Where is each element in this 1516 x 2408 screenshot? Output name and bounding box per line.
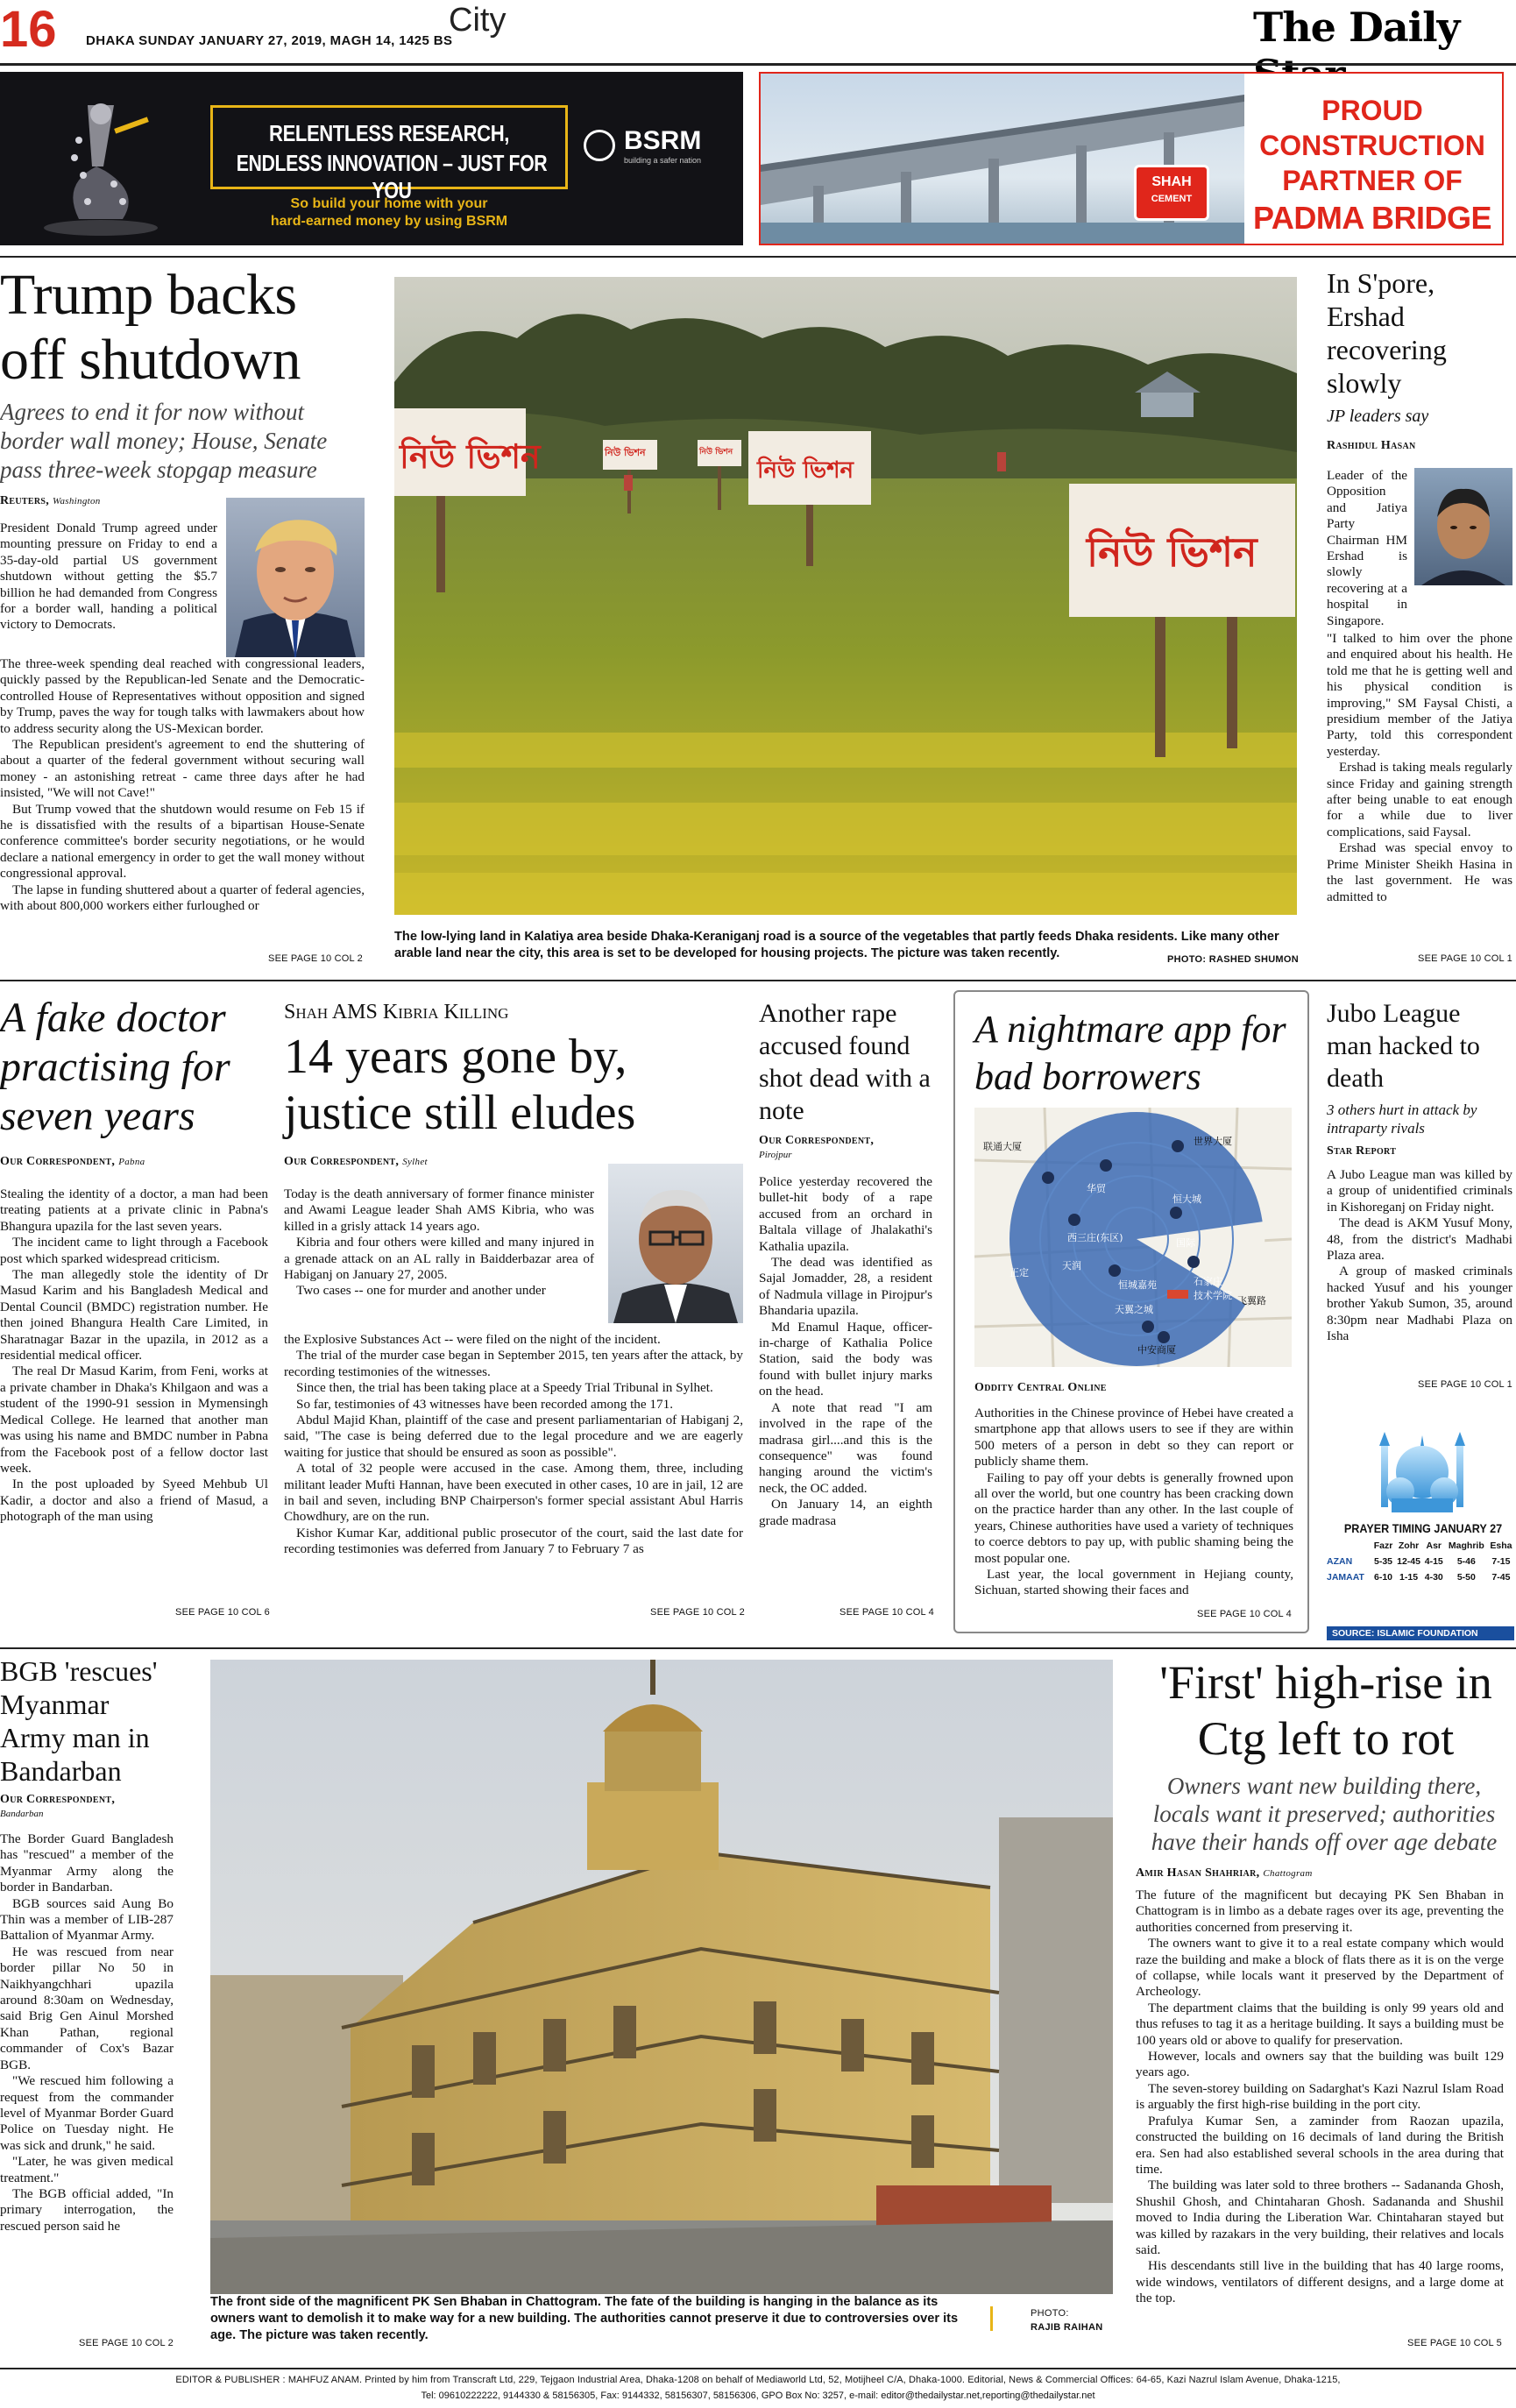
map-label: 正定 (1009, 1267, 1029, 1278)
shah-line4: PADMA BRIDGE (1253, 200, 1491, 236)
bsrm-headline-box (210, 105, 568, 203)
trump-byline (0, 494, 193, 508)
rape-para: A note that read "I am involved in the rape of the madrasa girl....and this is the consequence" was found hanging around the victim's neck, the OC added. (759, 1399, 932, 1496)
rape-para: Police yesterday recovered the bullet-hit body of a rape accused from an orchard in Baltala village of Jhalakathi's Kathalia upazila. (759, 1174, 932, 1254)
prayer-cell: 1-15 (1399, 1572, 1419, 1583)
trump-story (0, 263, 368, 973)
bgb-para: "Later, he was given medical treatment." (0, 2154, 174, 2185)
highrise-para: Prafulya Kumar Sen, a zaminder from Raozan upazila, constructed the building on 16 decimals of land during the British era. Sen had also established several schools in the area during that time. (1136, 2113, 1504, 2177)
bottom-photo-credit-label: PHOTO: (1031, 2308, 1069, 2319)
map-label: 天润 (1062, 1260, 1081, 1271)
prayer-cell: Maghrib (1448, 1540, 1484, 1551)
kibria-para: Kibria and four others were killed and many injured in a grenade attack on an AL rally in Baidderbazar area of Habiganj on January 27, 2005. (284, 1235, 594, 1283)
map-label: 飞翼路 (1237, 1295, 1266, 1307)
highrise-para: The seven-storey building on Sadarghat's Kazi Nazrul Islam Road is arguably the first high-rise building in the port city. (1136, 2080, 1504, 2113)
imprint-line2: Tel: 09610222222, 9144330 & 58156305, Fax: 9144332, 58156307, 58156306, GPO Box No: 3257, e-mail: editor@thedailystar.net,reporting@thedailystar.net (421, 2390, 1095, 2401)
top-photo-caption: The low-lying land in Kalatiya area beside Dhaka-Keraniganj road is a source of the vegetables that partly feeds Dhaka residents. Like many other arable land near the city, this area is set to be developed for housing projects. The picture was taken recently. (394, 930, 1279, 960)
mosque-icon (1374, 1420, 1470, 1516)
field-photo (394, 277, 1297, 915)
prayer-cell: 6-10 (1373, 1572, 1392, 1583)
bottom-photo-credit-name: RAJIB RAIHAN (1031, 2322, 1103, 2333)
prayer-cell: 5-46 (1456, 1556, 1476, 1567)
prayer-cell: 5-35 (1373, 1556, 1392, 1567)
highrise-deck: Owners want new building there, locals want it preserved; authorities have their hands off over age debate (1151, 1773, 1498, 1855)
highrise-para: The owners want to give it to a real estate company which would raze the building and make a block of flats there as it is on the verge of collapse, while locals want it preserved by the Department of Archeology. (1136, 1936, 1504, 2000)
debtor-map (974, 1108, 1292, 1367)
jubo-headline[interactable]: Jubo League man hacked to death (1327, 999, 1480, 1093)
bsrm-subline1: So build your home with your (290, 196, 488, 211)
kibria-byline-name: Our Correspondent, (284, 1155, 400, 1168)
ershad-para: "I talked to him over the phone and enquired about his health. He told me that he is getting well and his physical condition is improving," SM Faysal Chisti, a presidium member of the Jatiya Party, told this correspondent yesterday. (1327, 631, 1512, 759)
shah-cement-logo (1134, 165, 1209, 221)
shah-cement-ad[interactable] (759, 72, 1504, 245)
bgb-headline[interactable]: BGB 'rescues' Myanmar Army man in Bandarban (0, 1655, 158, 1787)
ershad-para: Ershad was special envoy to Prime Minister Sheikh Hasina in the last government. He was admitted to (1327, 840, 1512, 904)
app-body (974, 1406, 1293, 1599)
doctor-story (0, 994, 270, 1633)
trump-para: The lapse in funding shuttered about a quarter of federal agencies, with about 800,000 workers either furloughed or (0, 882, 365, 914)
bgb-para: "We rescued him following a request from the commander level of Myanmar Border Guard Police on Tuesday night. He was sick and drunk," he said. (0, 2073, 174, 2153)
bgb-para: BGB sources said Aung Bo Thin was a member of LIB-287 Battalion of Myanmar Army. (0, 1895, 174, 1944)
prayer-cell: 4-30 (1424, 1572, 1443, 1583)
doctor-para: The man allegedly stole the identity of Dr Masud Karim and his Bangladesh Medical and Dental Council (BMDC) registration number. He then joined Bhangura Health Care Limited, in Sharatnagar Bazar in the upazila, in 2012 as a residential medical officer. (0, 1267, 268, 1363)
ershad-byline: Rashidul Hasan (1327, 439, 1416, 452)
prayer-row (1327, 1567, 1514, 1583)
trump-para: The three-week spending deal reached with congressional leaders, quickly passed by the Republican-led Senate and the Democratic-controlled House of Representatives without opposition and signed by Trump, paves the way for tough talks with lawmakers about how to address security along the US-Mexican border. (0, 656, 365, 736)
jubo-story (1327, 994, 1516, 1400)
ershad-body (1327, 631, 1512, 905)
kibria-dateline: Sylhet (402, 1157, 428, 1167)
highrise-headline[interactable]: 'First' high-rise in Ctg left to rot (1159, 1656, 1492, 1765)
bsrm-ad[interactable] (0, 72, 743, 245)
doctor-headline[interactable]: A fake doctor practising for seven years (0, 995, 230, 1139)
bgb-para: He was rescued from near border pillar No 50 in Naikhyangchhari upazila around 8:30am on Wednesday, said Brig Gen Ainul Morshed Khan Pathan, regional commander of Cox's Bazar BGB. (0, 1944, 174, 2072)
jubo-para: A Jubo League man was killed by a group of unidentified criminals in Kishoreganj on Friday night. (1327, 1167, 1512, 1215)
bgb-para: The Border Guard Bangladesh has "rescued" a member of the Myanmar Army along the border in Bandarban. (0, 1831, 174, 1895)
trump-photo (226, 498, 365, 657)
map-label: 技术学院 (1194, 1290, 1232, 1301)
ershad-story (1327, 263, 1516, 973)
ershad-deck: JP leaders say (1327, 407, 1429, 426)
bgb-body (0, 1831, 174, 2234)
prayer-cell: 12-45 (1397, 1556, 1420, 1567)
masthead-dateline: DHAKA SUNDAY JANUARY 27, 2019, MAGH 14, 1425 BS (86, 33, 453, 48)
app-story-box (953, 990, 1309, 1633)
prayer-cell: 5-50 (1456, 1572, 1476, 1583)
map-label: 华贸 (1087, 1183, 1106, 1194)
kibria-story (284, 994, 745, 1633)
highrise-para: The department claims that the building is only 99 years old and thus refuses to tag it as a heritage building. It says a building must be 100 years old or above to qualify for preservation. (1136, 2000, 1504, 2048)
prayer-source: SOURCE: ISLAMIC FOUNDATION (1327, 1626, 1514, 1640)
app-para: Failing to pay off your debts is generally frowned upon all over the world, but one country has been cracking down on the practice harder than any other. In the last couple of years, Chinese authorities have used a variety of techniques to coerce debtors to pay up, with public shaming being the most popular one. (974, 1470, 1293, 1566)
trump-byline-name: Reuters, (0, 494, 50, 507)
kibria-photo (608, 1164, 743, 1323)
doctor-para: The real Dr Masud Karim, from Feni, works at a private chamber in Dhaka's Khilgaon and was a student of the 1990-91 session in Mymensingh Medical College. He learned that another man was using his name and BMDC number in Pabna from the Facebook post of a fellow doctor last week. (0, 1363, 268, 1476)
rape-para: The dead was identified as Sajal Jomadder, 28, a resident of Nadmula village in Pirojpur's Bhandaria upazila. (759, 1255, 932, 1319)
map-label: 国际 (1176, 1237, 1195, 1249)
masthead-rule (0, 63, 1516, 66)
doctor-para: In the post uploaded by Syeed Mehbub Ul Kadir, a doctor and also a friend of Masud, a photograph of the man using (0, 1477, 268, 1525)
bsrm-logo (584, 126, 733, 170)
ershad-photo (1414, 468, 1512, 585)
prayer-cell: 4-15 (1424, 1556, 1443, 1567)
ads-bottom-rule (0, 256, 1516, 258)
doctor-see-page[interactable]: SEE PAGE 10 COL 6 (175, 1607, 270, 1618)
highrise-para: The building was later sold to three brothers -- Sadananda Ghosh, Shushil Ghosh, and Chintaharan Ghosh. Sadananda and Shushil moved to India during the Liberation War. Chintaharan stayed but was killed by razakars in the very building, their relatives and locals said. (1136, 2178, 1504, 2257)
microscope-graphic (35, 88, 166, 237)
rape-byline: Our Correspondent, (759, 1134, 875, 1147)
map-label: 中安商厦 (1137, 1344, 1176, 1356)
prayer-header-row (1327, 1540, 1514, 1551)
jubo-body (1327, 1167, 1512, 1344)
map-label: 世界大厦 (1194, 1136, 1232, 1147)
jubo-deck: 3 others hurt in attack by intraparty rivals (1327, 1101, 1477, 1137)
prayer-title: PRAYER TIMING JANUARY 27 (1343, 1521, 1503, 1535)
prayer-cell: Esha (1490, 1540, 1512, 1551)
shah-line3: PARTNER OF (1282, 165, 1463, 196)
jubo-byline: Star Report (1327, 1144, 1397, 1158)
bsrm-headline-line1: RELENTLESS RESEARCH, (269, 120, 509, 146)
doctor-body (0, 1186, 268, 1526)
prayer-cell: 7-15 (1491, 1556, 1511, 1567)
map-label: 西三庄(东区) (1067, 1232, 1123, 1243)
prayer-cell: Asr (1426, 1540, 1442, 1551)
bgb-dateline: Bandarban (0, 1809, 44, 1819)
kibria-para: Today is the death anniversary of former finance minister and Awami League leader Shah AMS Kibria, who was killed in a grisly attack 14 years ago. (284, 1186, 594, 1234)
section-title: City (449, 2, 507, 39)
rape-headline[interactable]: Another rape accused found shot dead with a note (759, 999, 931, 1125)
highrise-para: His descendants still live in the building that has 40 large rooms, wide windows, ventilators of different designs, and a large dome at the top. (1136, 2258, 1504, 2306)
doctor-byline-name: Our Correspondent, (0, 1155, 116, 1168)
paper-name: The Daily (1253, 4, 1460, 51)
app-headline[interactable]: A nightmare app for bad borrowers (974, 1008, 1286, 1098)
highrise-para: The future of the magnificent but decaying PK Sen Bhaban in Chattogram is in limbo as a debate rages over its age, preventing the authorities concerned from preserving it. (1136, 1887, 1504, 1935)
kibria-kicker: Shah AMS Kibria Killing (284, 1001, 509, 1023)
highrise-byline (1136, 1866, 1313, 1880)
rape-para: Md Enamul Haque, officer-in-charge of Kathalia Police Station, said the body was found with bullet injury marks on the head. (759, 1319, 932, 1399)
app-para: Last year, the local government in Hejiang county, Sichuan, started showing their faces and (974, 1567, 1293, 1598)
top-photo-credit: PHOTO: RASHED SHUMON (1166, 954, 1299, 965)
kibria-see-page[interactable]: SEE PAGE 10 COL 2 (650, 1607, 745, 1618)
shah-logo-top: SHAH (1151, 174, 1192, 189)
bsrm-tagline: building a safer nation (624, 156, 702, 165)
ershad-see-page[interactable]: SEE PAGE 10 COL 1 (1418, 953, 1512, 964)
prayer-cell: Zohr (1398, 1540, 1420, 1551)
trump-para: But Trump vowed that the shutdown would resume on Feb 15 if he is dissatisfied with the results of a bipartisan House-Senate conference committee's border security negotiations, or he would declare a national emergency in order to get the wall money without congressional approval. (0, 801, 365, 882)
prayer-row (1327, 1551, 1514, 1567)
kibria-headline[interactable]: 14 years gone by, justice still eludes (284, 1030, 636, 1140)
trump-para: The Republican president's agreement to end the shuttering of about a quarter of the federal government without securing wall money - an astonishing retreat - came three days after he had insisted, "We will not Cave!" (0, 737, 365, 801)
app-see-page[interactable]: SEE PAGE 10 COL 4 (1197, 1609, 1292, 1619)
kibria-para: Since then, the trial has been taking place at a Speedy Trial Tribunal in Sylhet. (296, 1380, 713, 1396)
bsrm-brand: BSRM (624, 126, 702, 155)
ershad-para: Ershad is taking meals regularly since Friday and gaining strength after being unable to eat enough for a while due to liver complications, said Faysal. (1327, 760, 1512, 839)
kibria-para: The trial of the murder case began in September 2015, ten years after the attack, by recording testimonies of the witnesses. (284, 1348, 743, 1379)
masthead (0, 0, 1516, 67)
map-label: 恒城嘉苑 (1118, 1279, 1157, 1291)
prayer-cell: 7-45 (1491, 1572, 1511, 1583)
trump-dateline: Washington (53, 496, 101, 506)
kibria-para: So far, testimonies of 43 witnesses have been recorded among the 171. (296, 1396, 674, 1412)
trump-body-narrow (0, 521, 217, 634)
prayer-cell (1327, 1540, 1372, 1551)
rape-body (759, 1174, 932, 1529)
doctor-byline (0, 1155, 145, 1169)
rape-see-page[interactable]: SEE PAGE 10 COL 4 (839, 1607, 934, 1618)
highrise-para: However, locals and owners say that the building was built 129 years ago. (1136, 2049, 1504, 2080)
map-label: 石家庄 (1194, 1276, 1222, 1287)
highrise-body (1136, 1887, 1504, 2307)
page-number: 16 (0, 1, 57, 58)
bgb-para: The BGB official added, "In primary interrogation, the rescued person said he (0, 2185, 174, 2234)
kibria-body (284, 1332, 743, 1558)
bottom-photo-credit-mark (990, 2306, 993, 2331)
kibria-para: Kishor Kumar Kar, additional public prosecutor of the court, said the last date for recording testimonies was deferred from January 7 to February 7 as (284, 1525, 743, 1557)
sign-text-1: নিউ ভিশন (400, 437, 541, 476)
ershad-para: Leader of the Opposition and Jatiya Party Chairman HM Ershad is slowly recovering at a hospital in Singapore. (1327, 468, 1407, 628)
bottom-photo-caption: The front side of the magnificent PK Sen Bhaban in Chattogram. The fate of the building is hanging in the balance as its owners want to demolish it to make way for a new building. The authorities cannot preserve it due to controversies over its age. The picture was taken recently. (210, 2295, 959, 2342)
prayer-cell: AZAN (1327, 1556, 1353, 1567)
trump-see-page[interactable]: SEE PAGE 10 COL 2 (268, 953, 363, 964)
sign-text-3: নিউ ভিশন (699, 448, 733, 457)
highrise-byline-name: Amir Hasan Shahriar, (1136, 1866, 1260, 1880)
doctor-dateline: Pabna (118, 1157, 145, 1167)
prayer-cell: Fazr (1373, 1540, 1393, 1551)
ershad-headline[interactable]: In S'pore, Ershad recovering slowly (1327, 267, 1447, 399)
mid-rule-2 (0, 1647, 1516, 1649)
building-photo (210, 1660, 1113, 2294)
sign-text-5: নিউ ভিশন (1087, 528, 1257, 576)
kibria-byline (284, 1155, 428, 1169)
highrise-dateline: Chattogram (1263, 1868, 1313, 1879)
doctor-para: The incident came to light through a Facebook post which sparked widespread criticism. (0, 1235, 268, 1266)
map-label: 联通大厦 (983, 1141, 1022, 1152)
trump-para: President Donald Trump agreed under mounting pressure on Friday to end a 35-day-old partial US government shutdown without getting the $5.7 billion he had demanded from Congress for a border wall, handing a political victory to Democrats. (0, 521, 217, 633)
app-para: Authorities in the Chinese province of Hebei have created a smartphone app that allows users to see if they are within 500 meters of a person in debt so they can report or publicly shame them. (974, 1406, 1293, 1470)
rape-story (759, 994, 934, 1633)
map-label: 恒大城 (1172, 1193, 1201, 1205)
shah-line1: PROUD (1321, 95, 1423, 126)
bsrm-logo-mark (584, 130, 615, 161)
app-byline: Oddity Central Online (974, 1381, 1107, 1394)
kibria-para: A total of 32 people were accused in the case. Among them, three, including militant leader Mufti Hannan, have been executed in other cases, 10 are in jail, 12 are in bail and seven, including BNP Chairperson's former special assistant Abul Harris Chowdhury, are on the run. (284, 1461, 743, 1525)
sign-text-2: নিউ ভিশন (605, 447, 646, 458)
prayer-cell: JAMAAT (1327, 1572, 1364, 1583)
jubo-see-page[interactable]: SEE PAGE 10 COL 1 (1418, 1379, 1512, 1390)
trump-body (0, 656, 365, 915)
trump-deck: Agrees to end it for now without border wall money; House, Senate pass three-week stopgap measure (0, 399, 328, 483)
map-label: 天翼之城 (1115, 1304, 1153, 1315)
jubo-para: The dead is AKM Yusuf Mony, 48, from the district's Madhabi Plaza area. (1327, 1215, 1512, 1264)
bsrm-subline2: hard-earned money by using BSRM (270, 214, 508, 229)
doctor-para: Stealing the identity of a doctor, a man had been treating patients at a private clinic in Pabna's Bhangura upazila for the last seven years. (0, 1186, 268, 1234)
bgb-see-page[interactable]: SEE PAGE 10 COL 2 (79, 2338, 174, 2348)
mid-rule-1 (0, 980, 1516, 981)
bgb-byline: Our Correspondent, (0, 1793, 116, 1806)
rape-para: On January 14, an eighth grade madrasa (759, 1497, 932, 1528)
jubo-para: A group of masked criminals hacked Yusuf and his younger brother Yakub Sumon, 35, around 8:30pm near Madhabi Plaza on Isha (1327, 1264, 1512, 1344)
bgb-story (0, 1654, 175, 2362)
kibria-para: the Explosive Substances Act -- were filed on the night of the incident. (284, 1332, 661, 1347)
highrise-see-page[interactable]: SEE PAGE 10 COL 5 (1407, 2338, 1502, 2348)
bsrm-headline-line2: ENDLESS INNOVATION – JUST FOR YOU (236, 150, 548, 203)
imprint-line1: EDITOR & PUBLISHER : MAHFUZ ANAM. Printed by him from Transcraft Ltd, 229, Tejgaon Industrial Area, Dhaka-1208 on behalf of Mediaworld Ltd, 52, Motijheel C/A, Dhaka-1000. Editorial, News & Commercial Offices: 64-65, Kazi Nazrul Islam Avenue, Dhaka-1215, (175, 2375, 1341, 2385)
prayer-box (1327, 1420, 1516, 1644)
prayer-table (1327, 1540, 1514, 1583)
kibria-para: Two cases -- one for murder and another under (296, 1283, 546, 1299)
sign-text-4: নিউ ভিশন (757, 457, 854, 484)
kibria-body-narrow (284, 1186, 594, 1300)
highrise-story (1136, 1654, 1516, 2362)
shah-logo-bottom: CEMENT (1151, 194, 1193, 204)
shah-line2: CONSTRUCTION (1259, 130, 1485, 161)
trump-headline[interactable]: Trump backs off shutdown (0, 263, 301, 392)
footer-rule (0, 2368, 1516, 2369)
rape-dateline: Pirojpur (759, 1150, 792, 1160)
kibria-para: Abdul Majid Khan, plaintiff of the case and present parliamentarian of Habiganj 2, said, "The case is being deferred due to the legal procedure and we are eagerly waiting for justice that should be ensured as soon as possible". (284, 1413, 743, 1460)
ershad-body-narrow (1327, 468, 1407, 629)
